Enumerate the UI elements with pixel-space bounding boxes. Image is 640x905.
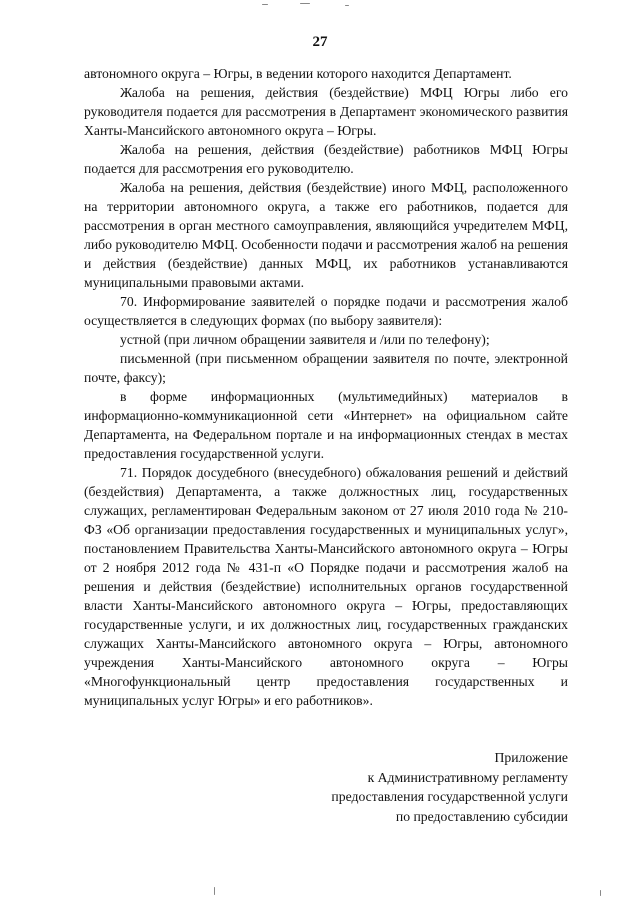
- paragraph: устной (при личном обращении заявителя и /или по телефону);: [120, 332, 490, 347]
- page-number: 27: [312, 34, 328, 50]
- scan-speck: [600, 890, 601, 896]
- scan-speck: [262, 4, 268, 5]
- annex-line: к Административному регламенту: [367, 769, 568, 785]
- annex-line: предоставления государственной услуги: [331, 789, 568, 804]
- annex-line: по предоставлению субсидии: [395, 808, 568, 824]
- paragraph: 70. Информирование заявителей о порядке подачи и рассмотрения жалоб осуществляется в следующих формах (по выбору заявителя):: [84, 294, 568, 328]
- scan-speck: [214, 887, 215, 895]
- document-body: [84, 64, 568, 710]
- annex-line: Приложение: [494, 750, 568, 765]
- annex-block: [220, 748, 568, 826]
- paragraph: Жалоба на решения, действия (бездействие) иного МФЦ, расположенного на территории автономного округа, а также его работников, подается для рассмотрения в орган местного самоуправления, являющийся учредителем МФЦ, либо руководителю МФЦ. Особенности подачи и рассмотрения жалоб на решения и действия (бездействие) данных МФЦ, их работников устанавливаются муниципальными правовыми актами.: [84, 180, 568, 290]
- paragraph: Жалоба на решения, действия (бездействие) работников МФЦ Югры подается для рассмотрения его руководителю.: [84, 142, 568, 176]
- scan-speck: [300, 3, 310, 4]
- paragraph: письменной (при письменном обращении заявителя по почте, электронной почте, факсу);: [84, 351, 568, 385]
- paragraph: 71. Порядок досудебного (внесудебного) обжалования решений и действий (бездействия) Департамента, а также должностных лиц, государственных служащих, регламентирован Федеральным законом от 27 июля 2010 года № 210-ФЗ «Об организации предоставления государственных и муниципальных услуг», постановлением Правительства Ханты-Мансийского автономного округа – Югры от 2 ноября 2012 года № 431-п «О Порядке подачи и рассмотрения жалоб на решения и действия (бездействие) исполнительных органов государственной власти Ханты-Мансийского автономного округа – Югры, предоставляющих государственные услуги, и их должностных лиц, государственных гражданских служащих Ханты-Мансийского автономного округа – Югры, автономного учреждения Ханты-Мансийского автономного округа – Югры «Многофункциональный центр предоставления государственных и муниципальных услуг Югры» и его работников».: [84, 465, 568, 708]
- paragraph: автономного округа – Югры, в ведении которого находится Департамент.: [84, 66, 512, 81]
- scan-speck: [345, 5, 349, 6]
- paragraph: в форме информационных (мультимедийных) материалов в информационно-коммуникационной сети «Интернет» на официальном сайте Департамента, на Федеральном портале и на информационных стендах в местах предоставления государственной услуги.: [84, 389, 568, 461]
- paragraph: Жалоба на решения, действия (бездействие) МФЦ Югры либо его руководителя подается для рассмотрения в Департамент экономического развития Ханты-Мансийского автономного округа – Югры.: [84, 85, 568, 138]
